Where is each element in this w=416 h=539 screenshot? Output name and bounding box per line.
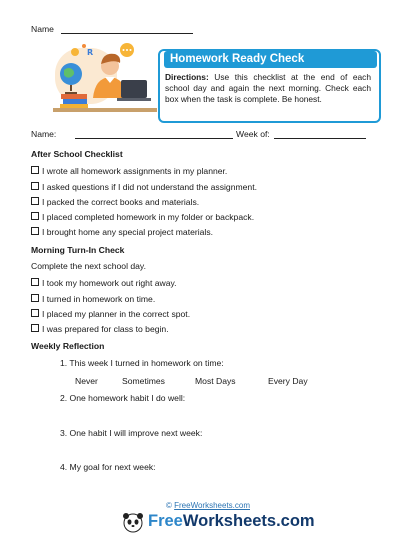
directions-label: Directions: — [165, 72, 209, 82]
checkbox[interactable] — [31, 197, 39, 205]
checklist-item[interactable]: I turned in homework on time. — [31, 294, 155, 305]
checkbox[interactable] — [31, 212, 39, 220]
checkbox[interactable] — [31, 309, 39, 317]
svg-text:R: R — [87, 48, 94, 57]
panda-logo-icon — [122, 511, 144, 533]
checklist-item[interactable]: I placed my planner in the correct spot. — [31, 309, 190, 320]
checklist-item[interactable]: I took my homework out right away. — [31, 278, 177, 289]
option-sometimes[interactable]: Sometimes — [122, 376, 165, 386]
checkbox[interactable] — [31, 227, 39, 235]
option-never[interactable]: Never — [75, 376, 98, 386]
morning-heading: Morning Turn-In Check — [31, 245, 125, 255]
checklist-item[interactable]: I placed completed homework in my folder or backpack. — [31, 212, 254, 223]
week-field[interactable] — [274, 138, 366, 139]
checkbox[interactable] — [31, 166, 39, 174]
checklist-item[interactable]: I was prepared for class to begin. — [31, 324, 169, 335]
top-name-field[interactable] — [61, 33, 193, 34]
reflection-question: 3. One habit I will improve next week: — [60, 428, 203, 438]
footer-logo: FreeWorksheets.com — [148, 512, 315, 530]
footer-url[interactable]: © FreeWorksheets.com — [165, 501, 250, 510]
reflection-question: 1. This week I turned in homework on time: — [60, 358, 224, 368]
option-every-day[interactable]: Every Day — [268, 376, 308, 386]
reflection-question: 2. One homework habit I do well: — [60, 393, 186, 403]
name-field[interactable] — [75, 138, 233, 139]
checkbox[interactable] — [31, 182, 39, 190]
morning-instruction: Complete the next school day. — [31, 261, 146, 271]
week-label: Week of: — [236, 129, 270, 139]
directions-text — [165, 72, 371, 105]
checkbox[interactable] — [31, 278, 39, 286]
checkbox[interactable] — [31, 324, 39, 332]
reflection-heading: Weekly Reflection — [31, 341, 105, 351]
worksheet-title: Homework Ready Check — [164, 51, 377, 68]
checklist-item[interactable]: I wrote all homework assignments in my planner. — [31, 166, 227, 177]
checklist-item[interactable]: I packed the correct books and materials. — [31, 197, 199, 208]
top-name-label: Name — [31, 24, 54, 34]
name-label: Name: — [31, 129, 57, 139]
checklist-item[interactable]: I asked questions if I did not understand the assignment. — [31, 182, 257, 193]
student-illustration — [47, 42, 165, 116]
checklist-item[interactable]: I brought home any special project materials. — [31, 227, 213, 238]
option-most-days[interactable]: Most Days — [195, 376, 236, 386]
reflection-question: 4. My goal for next week: — [60, 462, 156, 472]
after-school-heading: After School Checklist — [31, 149, 123, 159]
directions-body: Use this checklist at the end of each school day and again the next morning. Check each box when the task is complete. Be honest. — [165, 72, 371, 104]
checkbox[interactable] — [31, 294, 39, 302]
